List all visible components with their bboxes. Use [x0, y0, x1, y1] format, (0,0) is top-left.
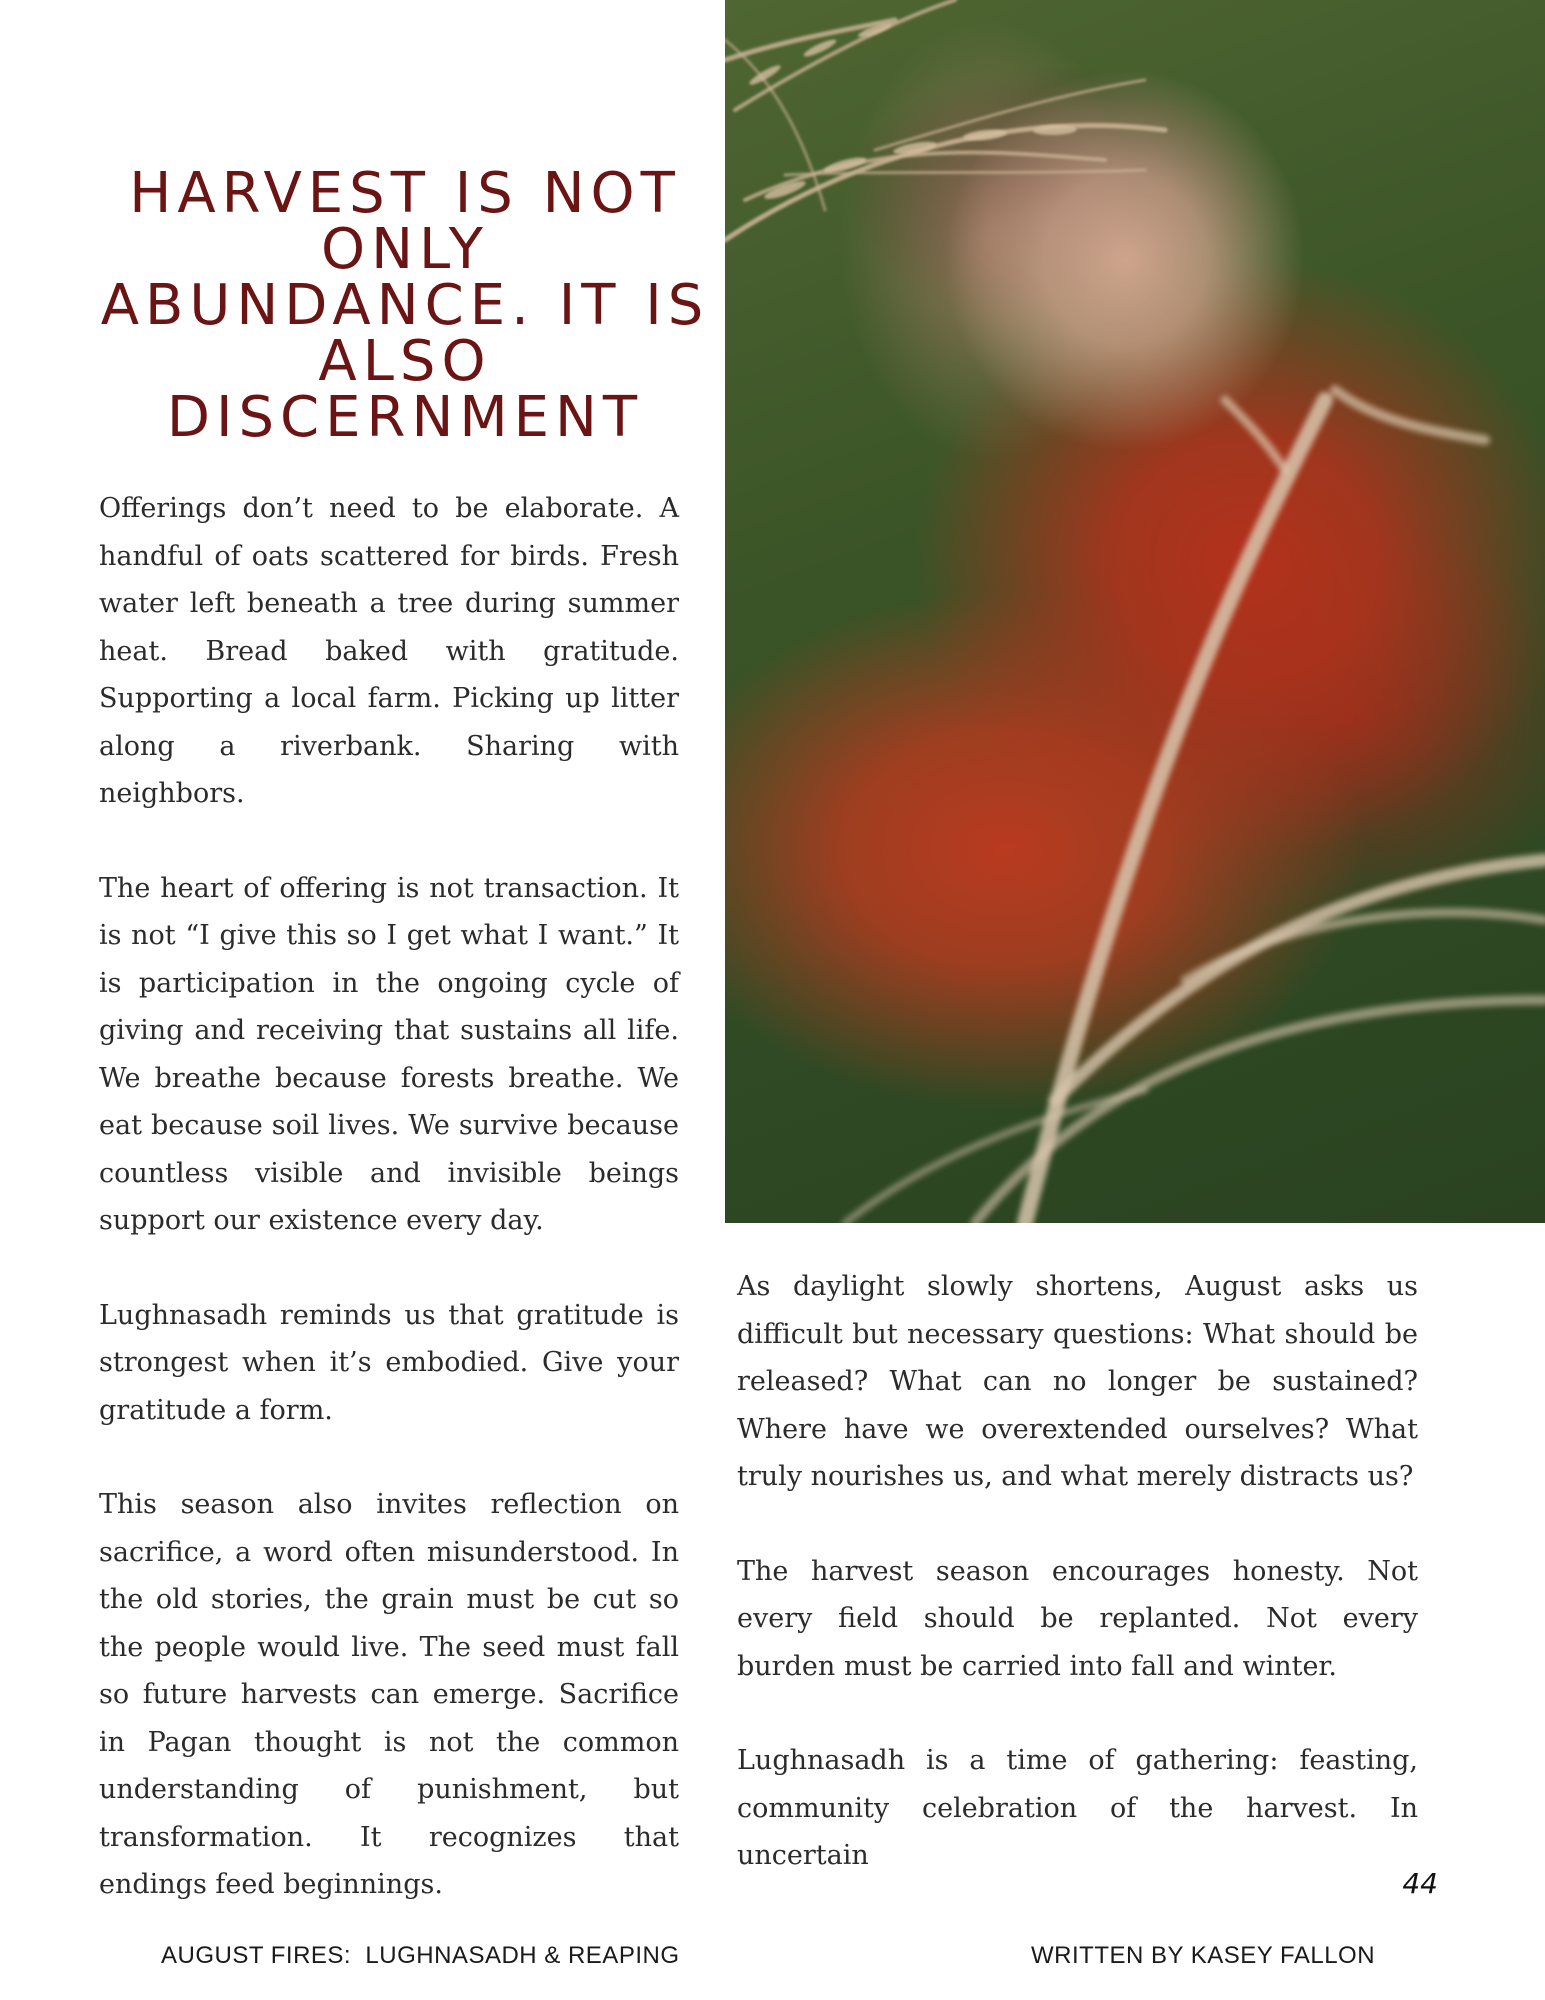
right-column [737, 1263, 1418, 1927]
grass-stalk-top [725, 0, 1165, 240]
paragraph-daylight: As daylight slowly shortens, August asks us difficult but necessary questions: What should be released? What can no longer be sustained? Where have we overextended ourselves? What truly nourishes us, and what merely distracts us? [737, 1271, 1418, 1492]
hero-photo [725, 0, 1545, 1223]
footer-author-credit: WRITTEN BY KASEY FALLON [1031, 1942, 1376, 1969]
grass-stalk-foreground [845, 390, 1545, 1223]
article-title: HARVEST IS NOT ONLY ABUNDANCE. IT IS ALSO DISCERNMENT [100, 161, 710, 450]
paragraph-gratitude-form: Lughnasadh reminds us that gratitude is strongest when it’s embodied. Give your gratitude a form. [99, 1299, 679, 1426]
page-number: 44 [1402, 1867, 1438, 1900]
left-column [99, 485, 679, 1956]
paragraph-heart-of-offering: The heart of offering is not transaction. It is not “I give this so I get what I want.” It is participation in the ongoing cycle of giving and receiving that sustains all life. We breathe because forests breathe. We eat because soil lives. We survive because countless visible and invisible beings support our existence every day. [99, 872, 679, 1236]
paragraph-gathering: Lughnasadh is a time of gathering: feasting, community celebration of the harvest. In uncertain [737, 1745, 1418, 1871]
paragraph-honesty: The harvest season encourages honesty. Not every field should be replanted. Not every burden must be carried into fall and winter. [737, 1555, 1418, 1682]
paragraph-sacrifice: This season also invites reflection on sacrifice, a word often misunderstood. In the old stories, the grain must be cut so the people would live. The seed must fall so future harvests can emerge. Sacrifice in Pagan thought is not the common understanding of punishment, but transformation. It recognizes that endings feed beginnings. [99, 1489, 679, 1900]
paragraph-offerings: Offerings don’t need to be elaborate. A handful of oats scattered for birds. Fresh water left beneath a tree during summer heat. Bread baked with gratitude. Supporting a local farm. Picking up litter along a riverbank. Sharing with neighbors. [99, 493, 679, 809]
footer-section-title: AUGUST FIRES: LUGHNASADH & REAPING [161, 1942, 680, 1969]
grass-stalks-illustration [725, 0, 1545, 1223]
